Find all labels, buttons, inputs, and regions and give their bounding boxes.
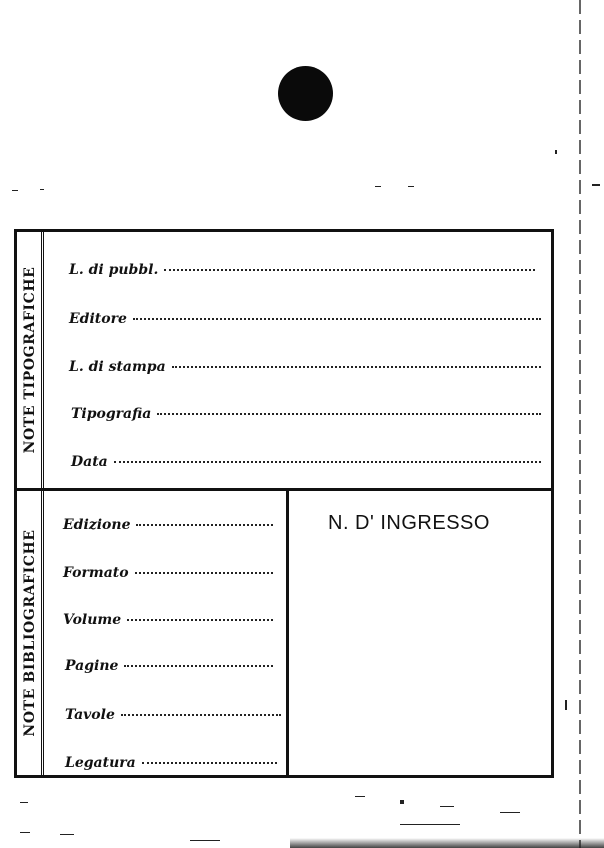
scan-speck: [400, 800, 404, 804]
field-place-of-printing: [69, 359, 541, 375]
dotted-line: [127, 618, 273, 621]
typographic-notes-label: NOTE TIPOGRAFICHE: [22, 266, 38, 454]
dotted-line: [172, 365, 541, 368]
scan-speck: [408, 186, 414, 187]
scan-speck: [20, 802, 28, 803]
field-date: [71, 454, 541, 470]
scan-speck: [12, 190, 18, 191]
punch-hole: [278, 66, 333, 121]
field-label: Volume: [63, 612, 122, 628]
field-label: Data: [71, 454, 108, 470]
scan-speck: [60, 834, 74, 835]
scan-smudge: [290, 838, 604, 848]
field-printing-house: [71, 406, 541, 422]
field-label: L. di stampa: [69, 359, 166, 375]
field-place-of-publication: [69, 262, 535, 278]
field-label: Pagine: [65, 658, 119, 674]
page-edge: [579, 0, 581, 848]
scan-speck: [40, 189, 44, 190]
bibliographic-notes-strip: [17, 491, 44, 775]
field-edition: [63, 517, 273, 533]
bibliographic-notes-label: NOTE BIBLIOGRAFICHE: [22, 529, 38, 737]
field-label: Formato: [63, 565, 129, 581]
scan-speck: [555, 150, 557, 154]
field-label: L. di pubbl.: [69, 262, 159, 278]
accession-number-label: N. D' INGRESSO: [328, 512, 490, 534]
dotted-line: [136, 523, 273, 526]
scan-speck: [20, 832, 30, 833]
dotted-line: [157, 412, 541, 415]
scan-speck: [565, 700, 567, 710]
typographic-notes-strip: [17, 232, 44, 488]
dotted-line: [124, 664, 273, 667]
column-divider: [286, 490, 289, 775]
dotted-line: [164, 268, 535, 271]
field-binding: [65, 755, 277, 771]
dotted-line: [135, 571, 273, 574]
section-divider: [17, 488, 551, 491]
field-format: [63, 565, 273, 581]
field-pages: [65, 658, 273, 674]
scan-speck: [400, 824, 460, 825]
scan-speck: [500, 812, 520, 813]
scan-speck: [355, 796, 365, 797]
field-label: Edizione: [63, 517, 131, 533]
dotted-line: [133, 317, 541, 320]
dotted-line: [114, 460, 541, 463]
scan-speck: [375, 186, 381, 187]
field-volume: [63, 612, 273, 628]
dotted-line: [142, 761, 277, 764]
field-label: Legatura: [65, 755, 136, 771]
dotted-line: [121, 713, 281, 716]
scan-speck: [440, 806, 454, 807]
field-publisher: [69, 311, 541, 327]
scan-speck: [592, 184, 600, 186]
field-plates: [65, 707, 281, 723]
scan-speck: [190, 840, 220, 841]
field-label: Tipografia: [71, 406, 152, 422]
catalog-card: [14, 229, 554, 778]
field-label: Tavole: [65, 707, 115, 723]
field-label: Editore: [69, 311, 127, 327]
